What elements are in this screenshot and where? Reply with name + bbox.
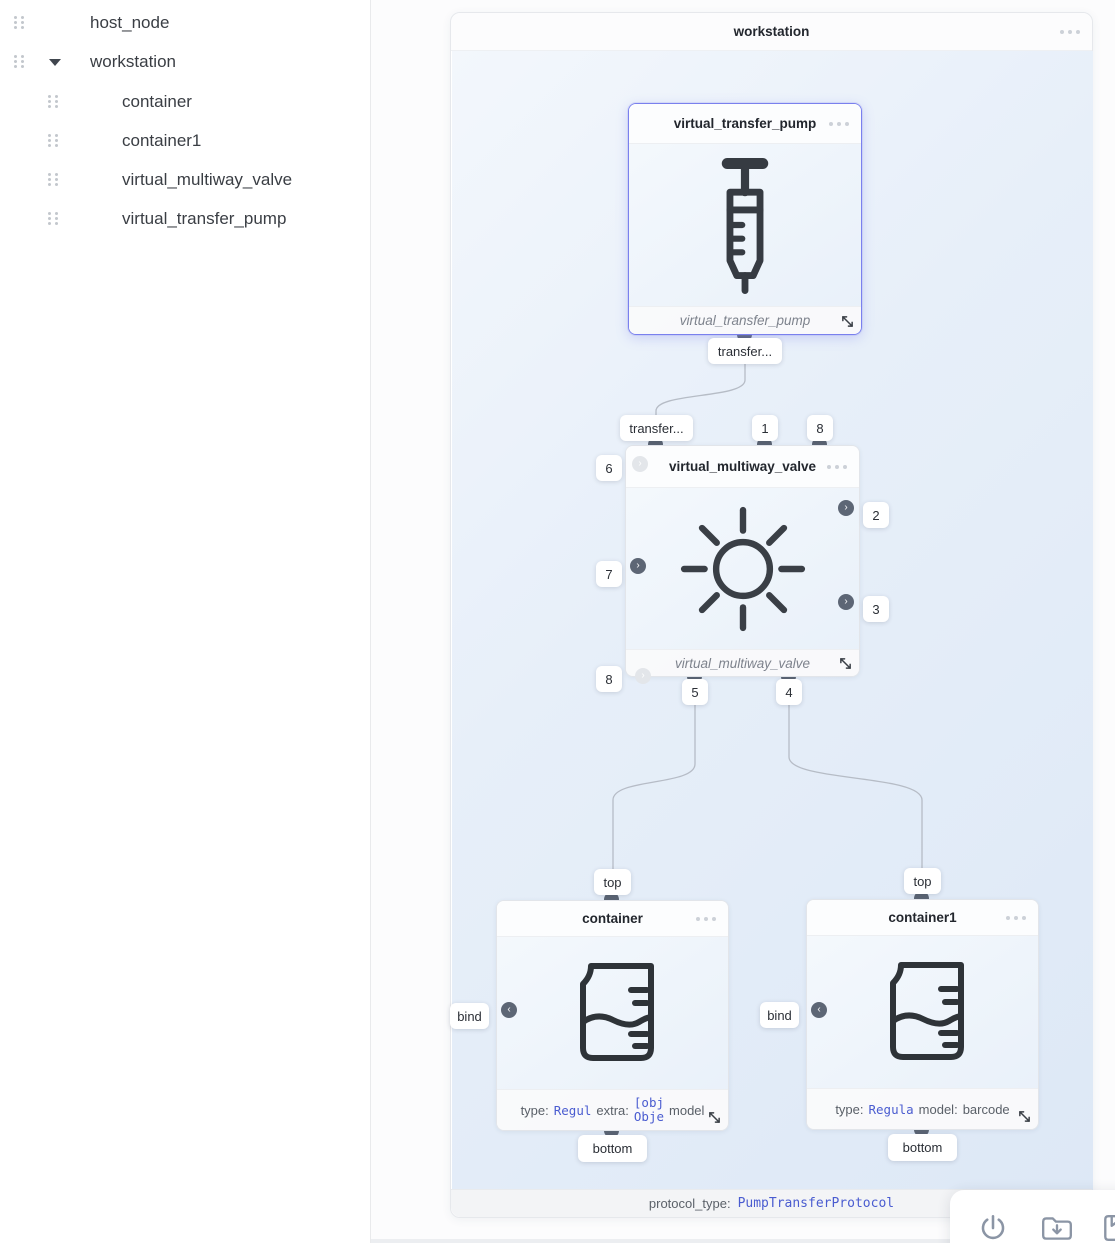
port-label-container-bottom: bottom — [578, 1135, 647, 1162]
node-title: virtual_multiway_valve — [668, 459, 817, 474]
port-label-valve-1: 1 — [752, 415, 778, 441]
group-header[interactable] — [451, 13, 1092, 51]
tree-item-label: virtual_multiway_valve — [122, 170, 293, 189]
drag-handle-icon[interactable] — [48, 95, 60, 109]
tree-item-label: virtual_transfer_pump — [122, 209, 287, 228]
node-footer — [626, 649, 859, 676]
field-model-label: model — [669, 1102, 705, 1118]
port-label-container-top: top — [594, 869, 631, 895]
port-label-container1-bottom: bottom — [888, 1134, 957, 1161]
port-label-valve-7: 7 — [596, 561, 622, 587]
folder-download-icon — [1040, 1213, 1074, 1243]
protocol-type-label: protocol_type: — [648, 1196, 731, 1211]
field-type-value: Regul — [553, 1102, 592, 1118]
port-label-valve-8-top: 8 — [807, 415, 833, 441]
node-footer-label: virtual_multiway_valve — [674, 655, 811, 671]
node-header[interactable] — [629, 104, 861, 144]
tree-item-label: host_node — [90, 13, 170, 32]
node-footer — [629, 306, 861, 334]
port-valve-2[interactable]: › — [838, 500, 854, 516]
power-button[interactable] — [975, 1210, 1011, 1243]
port-valve-6[interactable]: › — [632, 456, 648, 472]
tree-item-label: workstation — [90, 52, 176, 71]
canvas-toolbar — [950, 1190, 1115, 1243]
port-label-valve-2: 2 — [863, 502, 889, 528]
more-menu-icon[interactable] — [696, 917, 716, 921]
tree-item-label: container1 — [122, 131, 202, 150]
more-menu-icon[interactable] — [1006, 916, 1026, 920]
port-valve-7[interactable]: › — [630, 558, 646, 574]
drag-handle-icon[interactable] — [14, 55, 26, 69]
port-label-container1-bind: bind — [760, 1002, 799, 1028]
tree-item-label: container — [122, 92, 192, 111]
multiway-valve-icon — [679, 505, 807, 633]
sidebar-item-workstation[interactable] — [0, 47, 371, 77]
power-icon — [977, 1212, 1009, 1243]
field-model-label: model: — [918, 1101, 958, 1117]
port-label-valve-5: 5 — [682, 679, 708, 705]
node-footer — [807, 1088, 1038, 1129]
node-title: virtual_transfer_pump — [673, 116, 817, 131]
export-icon — [1101, 1213, 1115, 1243]
port-valve-3[interactable]: › — [838, 594, 854, 610]
port-label-valve-6: 6 — [596, 455, 622, 481]
more-menu-icon[interactable] — [827, 465, 847, 469]
beaker-icon — [563, 957, 663, 1069]
drag-handle-icon[interactable] — [48, 173, 60, 187]
port-label-valve-transfer: transfer... — [620, 415, 693, 441]
drag-handle-icon[interactable] — [48, 134, 60, 148]
node-header[interactable] — [626, 446, 859, 488]
export-button[interactable] — [1098, 1210, 1115, 1243]
node-header[interactable] — [497, 901, 728, 937]
node-footer — [497, 1089, 728, 1130]
port-label-container1-top: top — [904, 868, 941, 894]
sidebar-item-host-node[interactable] — [0, 8, 371, 38]
port-label-valve-3: 3 — [863, 596, 889, 622]
beaker-icon — [873, 956, 973, 1068]
syringe-icon — [704, 151, 786, 299]
node-body — [497, 937, 728, 1089]
load-button[interactable] — [1039, 1210, 1075, 1243]
port-container1-bind[interactable]: ‹ — [811, 1002, 827, 1018]
node-body — [629, 144, 861, 306]
chevron-down-icon[interactable] — [49, 59, 61, 66]
resize-handle-icon[interactable] — [708, 1111, 721, 1124]
sidebar-item-container1[interactable] — [0, 126, 371, 156]
node-title: container — [582, 911, 643, 926]
resize-handle-icon[interactable] — [839, 657, 852, 670]
field-type-value: Regula — [868, 1101, 914, 1117]
port-label-container-bind: bind — [450, 1003, 489, 1029]
node-header[interactable] — [807, 900, 1038, 936]
node-virtual-multiway-valve[interactable] — [625, 445, 860, 677]
sidebar-item-virtual-multiway-valve[interactable] — [0, 165, 371, 195]
resize-handle-icon[interactable] — [841, 315, 854, 328]
port-valve-8-left[interactable]: › — [635, 668, 651, 684]
port-label-valve-8-left: 8 — [596, 666, 622, 692]
more-menu-icon[interactable] — [1060, 30, 1080, 34]
node-body — [626, 488, 859, 649]
resize-handle-icon[interactable] — [1018, 1110, 1031, 1123]
more-menu-icon[interactable] — [829, 122, 849, 126]
group-title: workstation — [733, 24, 810, 39]
port-container-bind[interactable]: ‹ — [501, 1002, 517, 1018]
field-type-label: type: — [835, 1101, 864, 1117]
sidebar-tree — [0, 0, 371, 1243]
field-type-label: type: — [520, 1102, 549, 1118]
node-container[interactable] — [496, 900, 729, 1131]
sidebar-item-container[interactable] — [0, 87, 371, 117]
field-extra-value: [obj Obje — [633, 1094, 665, 1124]
port-label-pump-transfer: transfer... — [708, 338, 782, 364]
protocol-type-value: PumpTransferProtocol — [737, 1196, 895, 1211]
node-footer-label: virtual_transfer_pump — [679, 313, 811, 328]
field-model-value: barcode — [962, 1101, 1010, 1117]
node-title: container1 — [888, 910, 957, 925]
sidebar-item-virtual-transfer-pump[interactable] — [0, 204, 371, 234]
port-label-valve-4: 4 — [776, 679, 802, 705]
node-container1[interactable] — [806, 899, 1039, 1130]
drag-handle-icon[interactable] — [48, 212, 60, 226]
drag-handle-icon[interactable] — [14, 16, 26, 30]
node-virtual-transfer-pump[interactable] — [628, 103, 862, 335]
node-body — [807, 936, 1038, 1088]
field-extra-label: extra: — [596, 1102, 629, 1118]
